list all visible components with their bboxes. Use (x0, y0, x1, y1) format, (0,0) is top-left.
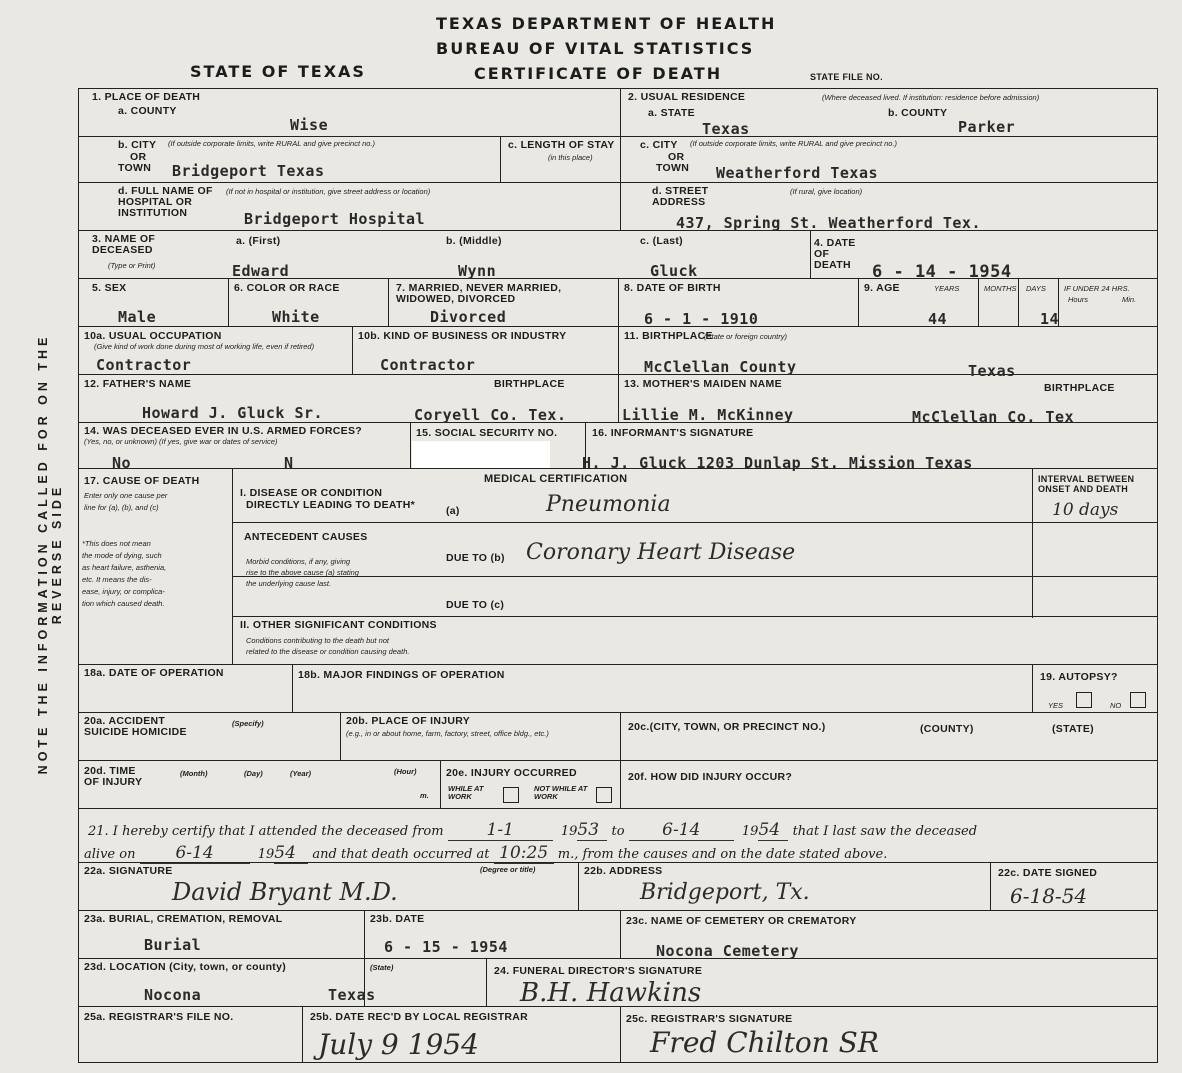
directly-leading-label: DIRECTLY LEADING TO DEATH* (246, 499, 416, 511)
city-note: (If outside corporate limits, write RURAL and give precinct no.) (168, 139, 376, 148)
place-of-death-label: 1. PLACE OF DEATH (92, 91, 201, 103)
days-label: DAYS (1026, 284, 1046, 293)
certify-line-2: alive on 6-14 1954 and that death occurred at 10:25 m., from the causes and on the date stated above. (84, 843, 888, 863)
name-note: (Type or Print) (108, 261, 156, 270)
business-value: Contractor (380, 356, 476, 374)
informant-value: H. J. Gluck 1203 Dunlap St. Mission Texas (582, 454, 973, 472)
business-label: 10b. KIND OF BUSINESS OR INDUSTRY (358, 330, 567, 342)
res-state-label: a. STATE (648, 107, 695, 119)
location-value: Nocona (144, 986, 202, 1004)
other-conditions-label: II. OTHER SIGNIFICANT CONDITIONS (240, 619, 437, 631)
physician-signature: David Bryant M.D. (172, 878, 398, 906)
mother-birthplace-value: McClellan Co. Tex (912, 408, 1075, 426)
occupation-label: 10a. USUAL OCCUPATION (84, 330, 222, 342)
cause-b-value: Coronary Heart Disease (526, 540, 796, 565)
armed-forces-note: (Yes, no, or unknown) (If yes, give war or dates of service) (84, 437, 278, 446)
first-label: a. (First) (236, 235, 281, 247)
marital-label: 7. MARRIED, NEVER MARRIED, WIDOWED, DIVORCED (396, 282, 562, 305)
cause-star-5: ease, injury, or complica- (82, 587, 165, 596)
first-value: Edward (232, 262, 290, 280)
occupation-value: Contractor (96, 356, 192, 374)
bureau-heading: BUREAU OF VITAL STATISTICS (436, 39, 755, 58)
certify-text-b: that I last saw the deceased (792, 824, 978, 839)
state-heading: STATE OF TEXAS (190, 62, 366, 81)
res-state-value: Texas (702, 120, 750, 138)
cause-label: 17. CAUSE OF DEATH (84, 475, 200, 487)
cause-a-value: Pneumonia (546, 492, 671, 517)
reverse-side-note: NOTE THE INFORMATION CALLED FOR ON THE REVERSE SIDE (36, 333, 64, 775)
birthplace-state-value: Texas (968, 362, 1016, 380)
hour-label: (Hour) (394, 767, 417, 776)
armed-forces-label: 14. WAS DECEASED EVER IN U.S. ARMED FORCES? (84, 425, 362, 437)
sex-value: Male (118, 308, 157, 326)
autopsy-label: 19. AUTOPSY? (1040, 671, 1118, 683)
due-b-label: DUE TO (b) (446, 552, 505, 564)
usual-residence-label: 2. USUAL RESIDENCE (628, 91, 746, 103)
cause-note-2: line for (a), (b), and (c) (84, 503, 159, 512)
death-date-label: 4. DATE OF DEATH (814, 237, 856, 271)
autopsy-no-checkbox[interactable] (1130, 692, 1146, 708)
how-injury-label: 20f. HOW DID INJURY OCCUR? (628, 771, 793, 783)
date-signed-value: 6-18-54 (1010, 884, 1088, 908)
accident-label: 20a. ACCIDENT SUICIDE HOMICIDE (84, 715, 187, 738)
cause-star-4: etc. It means the dis- (82, 575, 152, 584)
length-of-stay-label: c. LENGTH OF STAY (508, 139, 615, 151)
funeral-director-label: 24. FUNERAL DIRECTOR'S SIGNATURE (494, 965, 703, 977)
location-state-value: Texas (328, 986, 376, 1004)
not-at-work-label: NOT WHILE AT WORK (534, 784, 588, 801)
usual-residence-note: (Where deceased lived. If institution: residence before admission) (822, 93, 1040, 102)
from-date-value: 1-1 (448, 820, 553, 841)
alive-on-label: alive on (84, 847, 136, 862)
interval-label: INTERVAL BETWEEN ONSET AND DEATH (1038, 474, 1135, 494)
injury-county-label: (COUNTY) (920, 723, 974, 735)
morbid-note-2: rise to the above cause (a) stating (246, 568, 359, 577)
age-days-value: 14 (1040, 310, 1060, 328)
res-county-label: b. COUNTY (888, 107, 948, 119)
hospital-label: d. FULL NAME OF HOSPITAL OR INSTITUTION (118, 185, 213, 219)
res-or-label: OR (668, 151, 685, 163)
accident-specify: (Specify) (232, 719, 264, 728)
alive-year-value: 54 (274, 843, 308, 864)
birth-date-value: 6 - 1 - 1910 (644, 310, 759, 328)
degree-label: (Degree or title) (480, 865, 536, 874)
registrar-file-label: 25a. REGISTRAR'S FILE NO. (84, 1011, 234, 1023)
cause-star-1: *This does not mean (82, 539, 151, 548)
armed-dates-value: N (284, 454, 294, 472)
while-at-work-checkbox[interactable] (503, 787, 519, 803)
cemetery-value: Nocona Cemetery (656, 942, 799, 960)
mother-value: Lillie M. McKinney (622, 406, 794, 424)
registrar-signature: Fred Chilton SR (650, 1026, 879, 1059)
year-label: (Year) (290, 769, 311, 778)
age-years-value: 44 (928, 310, 948, 328)
morbid-note-1: Morbid conditions, if any, giving (246, 557, 351, 566)
operation-date-label: 18a. DATE OF OPERATION (84, 667, 224, 679)
town-label: TOWN (118, 162, 152, 174)
father-label: 12. FATHER'S NAME (84, 378, 192, 390)
autopsy-no-label: NO (1110, 701, 1122, 710)
street-label: d. STREET ADDRESS (652, 185, 709, 208)
occupation-note: (Give kind of work done during most of working life, even if retired) (94, 342, 315, 351)
burial-value: Burial (144, 936, 202, 954)
length-of-stay-note: (in this place) (548, 153, 593, 162)
morbid-note-3: the underlying cause last. (246, 579, 332, 588)
cause-star-2: the mode of dying, such (82, 551, 162, 560)
min-label: Min. (1122, 295, 1137, 304)
mother-birthplace-label: BIRTHPLACE (1044, 382, 1115, 394)
res-county-value: Parker (958, 118, 1016, 136)
cause-note-1: Enter only one cause per (84, 491, 168, 500)
autopsy-yes-checkbox[interactable] (1076, 692, 1092, 708)
burial-date-value: 6 - 15 - 1954 (384, 938, 508, 956)
ssn-label: 15. SOCIAL SECURITY NO. (416, 427, 558, 439)
hospital-value: Bridgeport Hospital (244, 210, 426, 228)
sex-label: 5. SEX (92, 282, 127, 294)
from-year-value: 53 (577, 820, 607, 841)
marital-value: Divorced (430, 308, 507, 326)
injury-state-label: (STATE) (1052, 723, 1094, 735)
cemetery-label: 23c. NAME OF CEMETERY OR CREMATORY (626, 915, 857, 927)
injury-occurred-label: 20e. INJURY OCCURRED (446, 767, 577, 779)
disease-label: I. DISEASE OR CONDITION (240, 487, 383, 499)
street-note: (If rural, give location) (790, 187, 863, 196)
antecedent-label: ANTECEDENT CAUSES (244, 531, 368, 543)
other-note-2: related to the disease or condition causing death. (246, 647, 410, 656)
birthplace-value: McClellan County (644, 358, 797, 376)
burial-date-label: 23b. DATE (370, 913, 425, 925)
middle-value: Wynn (458, 262, 497, 280)
county-label: a. COUNTY (118, 105, 177, 117)
last-value: Gluck (650, 262, 698, 280)
interval-value: 10 days (1052, 500, 1119, 520)
res-city-value: Weatherford Texas (716, 164, 879, 182)
certify-text-c: and that death occurred at (312, 847, 490, 862)
m-label: m. (420, 791, 429, 800)
race-label: 6. COLOR OR RACE (234, 282, 340, 294)
place-of-injury-note: (e.g., in or about home, farm, factory, street, office bldg., etc.) (346, 729, 549, 738)
alive-date-value: 6-14 (140, 843, 250, 864)
other-note-1: Conditions contributing to the death but not (246, 636, 390, 645)
medical-cert-heading: MEDICAL CERTIFICATION (484, 473, 628, 485)
month-label: (Month) (180, 769, 208, 778)
to-year-value: 54 (758, 820, 788, 841)
cause-star-6: tion which caused death. (82, 599, 165, 608)
ssn-redaction (412, 441, 550, 468)
hospital-note: (If not in hospital or institution, give street address or location) (226, 187, 431, 196)
funeral-director-signature: B.H. Hawkins (520, 978, 702, 1008)
middle-label: b. (Middle) (446, 235, 502, 247)
death-date-value: 6 - 14 - 1954 (872, 262, 1012, 282)
while-at-work-label: WHILE AT WORK (448, 784, 484, 801)
not-at-work-checkbox[interactable] (596, 787, 612, 803)
dept-heading: TEXAS DEPARTMENT OF HEALTH (436, 14, 777, 33)
state-file-no-label: STATE FILE NO. (810, 72, 883, 82)
day-label: (Day) (244, 769, 263, 778)
cause-star-3: as heart failure, asthenia, (82, 563, 167, 572)
place-of-injury-label: 20b. PLACE OF INJURY (346, 715, 471, 727)
informant-label: 16. INFORMANT'S SIGNATURE (592, 427, 754, 439)
months-label: MONTHS (984, 284, 1017, 293)
city-value: Bridgeport Texas (172, 162, 325, 180)
hours-label: Hours (1068, 295, 1089, 304)
to-label: to (611, 824, 625, 839)
due-c-label: DUE TO (c) (446, 599, 505, 611)
race-value: White (272, 308, 320, 326)
signature-label: 22a. SIGNATURE (84, 865, 173, 877)
mother-label: 13. MOTHER'S MAIDEN NAME (624, 378, 782, 390)
father-value: Howard J. Gluck Sr. (142, 404, 324, 422)
line-a-label: (a) (446, 505, 460, 517)
res-city-label: c. CITY (640, 139, 678, 151)
location-label: 23d. LOCATION (City, town, or county) (84, 961, 287, 973)
date-received-label: 25b. DATE REC'D BY LOCAL REGISTRAR (310, 1011, 529, 1023)
father-birthplace-label: BIRTHPLACE (494, 378, 565, 390)
date-received-value: July 9 1954 (318, 1028, 479, 1061)
county-value: Wise (290, 116, 329, 134)
city-label: b. CITY (118, 139, 157, 151)
address-label: 22b. ADDRESS (584, 865, 663, 877)
years-label: YEARS (934, 284, 960, 293)
res-city-note: (If outside corporate limits, write RURAL and give precinct no.) (690, 139, 898, 148)
certify-line-1: 21. I hereby certify that I attended the deceased from 1-1 1953 to 6-14 1954 that I last saw the deceased (88, 820, 978, 840)
operation-findings-label: 18b. MAJOR FINDINGS OF OPERATION (298, 669, 505, 681)
under24-label: IF UNDER 24 HRS. (1064, 284, 1130, 293)
birth-date-label: 8. DATE OF BIRTH (624, 282, 721, 294)
birthplace-label: 11. BIRTHPLACE (624, 330, 713, 342)
burial-label: 23a. BURIAL, CREMATION, REMOVAL (84, 913, 283, 925)
certify-text-a: 21. I hereby certify that I attended the deceased from (88, 824, 444, 839)
armed-value: No (112, 454, 132, 472)
location-state-label: (State) (370, 963, 394, 972)
registrar-signature-label: 25c. REGISTRAR'S SIGNATURE (626, 1013, 793, 1025)
certify-text-d: m., from the causes and on the date stated above. (557, 847, 888, 862)
death-time-value: 10:25 (494, 843, 554, 864)
time-of-injury-label: 20d. TIME OF INJURY (84, 765, 143, 788)
name-label: 3. NAME OF DECEASED (92, 233, 156, 256)
physician-address: Bridgeport, Tx. (640, 880, 810, 905)
injury-city-label: 20c.(CITY, TOWN, OR PRECINCT NO.) (628, 721, 826, 733)
or-label: OR (130, 151, 147, 163)
res-town-label: TOWN (656, 162, 690, 174)
to-date-value: 6-14 (629, 820, 734, 841)
autopsy-yes-label: YES (1048, 701, 1064, 710)
date-signed-label: 22c. DATE SIGNED (998, 867, 1098, 879)
birthplace-note: (State or foreign country) (704, 332, 787, 341)
age-label: 9. AGE (864, 282, 900, 294)
last-label: c. (Last) (640, 235, 683, 247)
father-birthplace-value: Coryell Co. Tex. (414, 406, 567, 424)
street-value: 437, Spring St. Weatherford Tex. (676, 214, 981, 232)
certificate-title: CERTIFICATE OF DEATH (474, 64, 723, 83)
